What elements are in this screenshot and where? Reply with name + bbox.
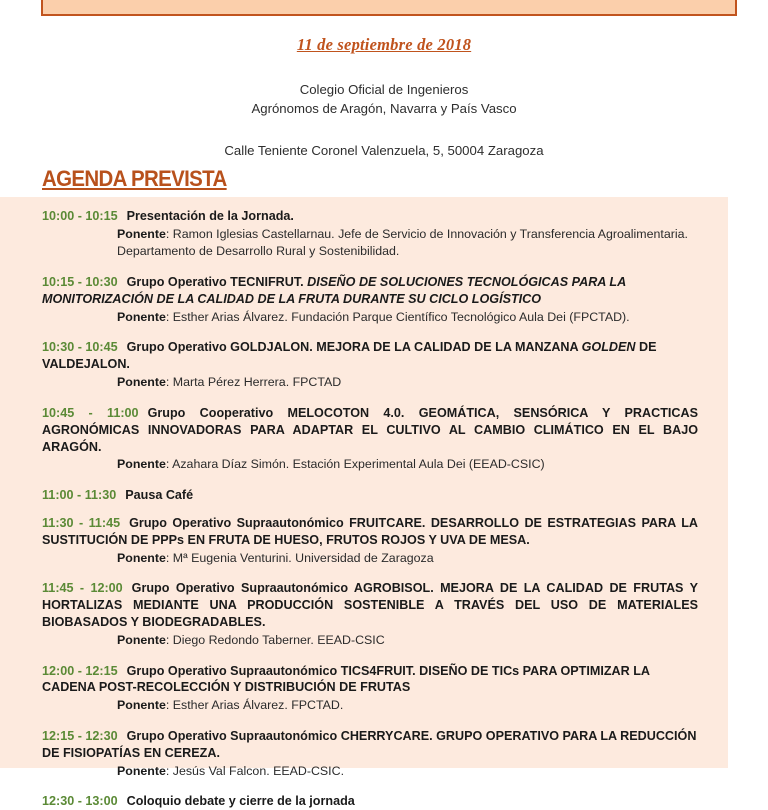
- agenda-item-heading: [42, 663, 698, 697]
- agenda-item-subject: Coloquio debate y cierre de la jornada: [126, 794, 355, 809]
- agenda-item-speaker: [42, 550, 698, 568]
- agenda-item-subject: Grupo Cooperativo MELOCOTON 4.0. GEOMÁTICA, SENSÓRICA Y PRACTICAS AGRONÓMICAS INNOVADORAS PARA ADAPTAR EL CULTIVO AL CAMBIO CLIMÁTICO EN EL BAJO ARAGÓN.: [42, 405, 698, 454]
- agenda-item-subject: Presentación de la Jornada.: [126, 209, 294, 223]
- agenda-item-time: 10:15 - 10:30: [42, 275, 118, 290]
- speaker-label: Ponente: [117, 698, 166, 713]
- speaker-label: Ponente: [117, 309, 166, 324]
- agenda-item: [0, 728, 728, 780]
- speaker-text: : Marta Pérez Herrera. FPCTAD: [165, 375, 342, 390]
- speaker-text: : Esther Arias Álvarez. Fundación Parque Científico Tecnológico Aula Dei (FPCTAD).: [165, 309, 630, 324]
- agenda-item-speaker: [42, 309, 698, 327]
- speaker-label: Ponente: [117, 632, 166, 647]
- agenda-item: [0, 793, 728, 810]
- agenda-item-heading: [42, 580, 698, 631]
- agenda-item-speaker: [42, 456, 698, 474]
- agenda-item: [0, 208, 728, 261]
- venue-address-line: Calle Teniente Coronel Valenzuela, 5, 50004 Zaragoza: [224, 142, 544, 158]
- agenda-item-subject: Grupo Operativo TECNIFRUT.: [126, 275, 304, 290]
- agenda-item-heading: [42, 793, 698, 810]
- speaker-text: : Ramon Iglesias Castellarnau. Jefe de Servicio de Innovación y Transferencia Agroalimentaria. Departamento de Desarrollo Rural y Sostenibilidad.: [117, 226, 688, 259]
- agenda-item-subject-italic: DISEÑO DE SOLUCIONES TECNOLÓGICAS PARA LA MONITORIZACIÓN DE LA CALIDAD DE LA FRUTA DURANTE SU CICLO LOGÍSTICO: [42, 275, 626, 306]
- agenda-item-subject: Grupo Operativo Supraautonómico CHERRYCARE. GRUPO OPERATIVO PARA LA REDUCCIÓN DE FISIOPATÍAS EN CEREZA.: [42, 728, 697, 760]
- agenda-item-heading: [42, 208, 698, 225]
- speaker-label: Ponente: [117, 375, 166, 390]
- agenda-item-heading: [42, 487, 698, 504]
- event-date: 11 de septiembre de 2018: [296, 35, 472, 54]
- agenda-item-time: 12:30 - 13:00: [42, 794, 118, 809]
- agenda-item-heading: [42, 728, 698, 762]
- agenda-item: [0, 339, 728, 391]
- agenda-title: AGENDA PREVISTA: [42, 166, 227, 191]
- agenda-item-heading: [42, 274, 698, 308]
- agenda-item-heading: [42, 339, 698, 373]
- agenda-item-subject: Pausa Café: [125, 488, 194, 503]
- agenda-item-speaker: [42, 763, 698, 781]
- agenda-item: [0, 274, 728, 326]
- agenda-item-speaker: [42, 697, 698, 715]
- agenda-item-time: 10:45 - 11:00: [42, 405, 139, 420]
- agenda-item-subject: Grupo Operativo Supraautonómico AGROBISOL. MEJORA DE LA CALIDAD DE FRUTAS Y HORTALIZAS MEDIANTE UNA PRODUCCIÓN SOSTENIBLE A TRAVÉS DEL USO DE MATERIALES BIOBASADOS Y BIODEGRADABLES.: [42, 581, 698, 630]
- top-decorative-banner: [41, 0, 737, 16]
- agenda-item-subject: Grupo Operativo GOLDJALON. MEJORA DE LA CALIDAD DE LA MANZANA: [126, 340, 582, 355]
- speaker-text: : Esther Arias Álvarez. FPCTAD.: [165, 698, 344, 713]
- venue-name: [0, 81, 768, 118]
- agenda-item-time: 10:30 - 10:45: [42, 340, 118, 355]
- agenda-item: [0, 487, 728, 504]
- venue-name-line-2: Agrónomos de Aragón, Navarra y País Vasco: [251, 101, 517, 117]
- agenda-item-time: 11:30 - 11:45: [42, 515, 121, 530]
- agenda-item-time: 11:45 - 12:00: [42, 581, 123, 596]
- agenda-item-subject-emphasis: GOLDEN: [581, 340, 636, 355]
- event-header: [0, 34, 768, 161]
- speaker-label: Ponente: [117, 226, 166, 241]
- agenda-item-time: 10:00 - 10:15: [42, 209, 118, 223]
- venue-name-line-1: Colegio Oficial de Ingenieros: [299, 82, 469, 98]
- agenda-item: [0, 580, 728, 649]
- agenda-item-heading: [42, 405, 698, 456]
- agenda-item-subject: Grupo Operativo Supraautonómico FRUITCARE. DESARROLLO DE ESTRATEGIAS PARA LA SUSTITUCIÓN DE PPPs EN FRUTA DE HUESO, FRUTOS ROJOS Y UVA DE MESA.: [42, 515, 698, 547]
- agenda-item: [0, 515, 728, 567]
- speaker-text: : Diego Redondo Taberner. EEAD-CSIC: [165, 632, 385, 647]
- agenda-item-time: 12:00 - 12:15: [42, 663, 118, 678]
- agenda-panel: [0, 197, 728, 809]
- agenda-item-time: 12:15 - 12:30: [42, 728, 118, 743]
- speaker-label: Ponente: [117, 550, 166, 565]
- venue-address: [0, 142, 768, 161]
- agenda-item: [0, 405, 728, 474]
- speaker-text: : Mª Eugenia Venturini. Universidad de Zaragoza: [165, 550, 434, 565]
- agenda-item: [0, 663, 728, 715]
- speaker-label: Ponente: [117, 763, 166, 778]
- agenda-item-speaker: [42, 632, 698, 650]
- speaker-label: Ponente: [117, 457, 166, 472]
- speaker-text: : Azahara Díaz Simón. Estación Experimental Aula Dei (EEAD-CSIC): [165, 457, 545, 472]
- agenda-item-speaker: [42, 226, 698, 261]
- agenda-item-subject: Grupo Operativo Supraautonómico TICS4FRUIT. DISEÑO DE TICs PARA OPTIMIZAR LA CADENA POST-RECOLECCIÓN Y DISTRIBUCIÓN DE FRUTAS: [42, 663, 650, 695]
- agenda-item-time: 11:00 - 11:30: [42, 488, 117, 503]
- agenda-item-subject-tail: DE VALDEJALON.: [42, 340, 657, 372]
- speaker-text: : Jesús Val Falcon. EEAD-CSIC.: [165, 763, 345, 778]
- agenda-item-heading: [42, 515, 698, 549]
- agenda-item-speaker: [42, 374, 698, 392]
